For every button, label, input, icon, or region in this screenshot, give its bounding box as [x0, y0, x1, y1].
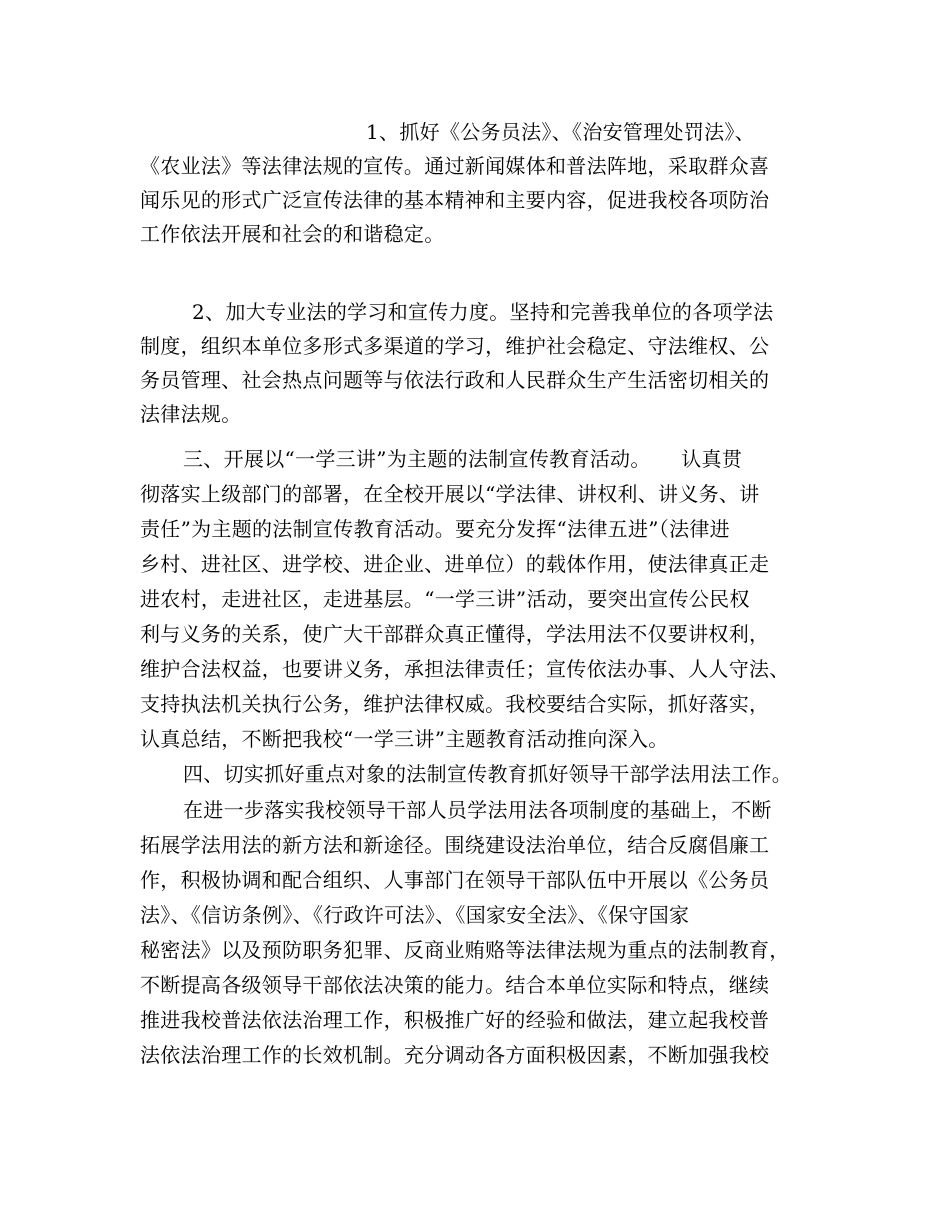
- paragraph-3-line-8: 支持执法机关执行公务，维护法律权威。我校要结合实际，抓好落实，: [140, 692, 770, 716]
- paragraph-1-line-2: 《农业法》等法律法规的宣传。通过新闻媒体和普法阵地，采取群众喜: [140, 154, 770, 178]
- paragraph-2-line-3: 务员管理、社会热点问题等与依法行政和人民群众生产生活密切相关的: [140, 368, 770, 392]
- paragraph-2-line-1: 2、加大专业法的学习和宣传力度。坚持和完善我单位的各项学法: [192, 300, 774, 324]
- paragraph-5-line-8: 法依法治理工作的长效机制。充分调动各方面积极因素，不断加强我校: [140, 1043, 770, 1067]
- paragraph-5-line-1: 在进一步落实我校领导干部人员学法用法各项制度的基础上，不断: [183, 798, 772, 822]
- paragraph-3-line-3: 责任”为主题的法制宣传教育活动。要充分发挥“法律五进”（法律进: [140, 517, 730, 541]
- paragraph-5-line-4: 法》、《信访条例》、《行政许可法》、《国家安全法》、《保守国家: [140, 903, 690, 927]
- paragraph-2-line-2: 制度，组织本单位多形式多渠道的学习，维护社会稳定、守法维权、公: [140, 334, 770, 358]
- paragraph-5-line-2: 拓展学法用法的新方法和新途径。围绕建设法治单位，结合反腐倡廉工: [140, 833, 770, 857]
- paragraph-1-line-1: 1、抓好《公务员法》、《治安管理处罚法》、: [366, 120, 756, 144]
- paragraph-3-line-4: 乡村、进社区、进学校、进企业、进单位）的载体作用，使法律真正走: [140, 552, 770, 576]
- paragraph-3-line-5: 进农村，走进社区，走进基层。“一学三讲”活动，要突出宣传公民权: [140, 587, 750, 611]
- paragraph-3-line-1: 三、开展以“一学三讲”为主题的法制宣传教育活动。 认真贯: [183, 447, 743, 471]
- paragraph-5-line-7: 推进我校普法依法治理工作，积极推广好的经验和做法，建立起我校普: [140, 1008, 770, 1032]
- paragraph-1-line-3: 闻乐见的形式广泛宣传法律的基本精神和主要内容，促进我校各项防治: [140, 188, 770, 212]
- paragraph-3-line-6: 利与义务的关系，使广大干部群众真正懂得，学法用法不仅要讲权利，: [140, 622, 770, 646]
- paragraph-4-line-1: 四、切实抓好重点对象的法制宣传教育抓好领导干部学法用法工作。: [183, 762, 792, 786]
- paragraph-3-line-9: 认真总结，不断把我校“一学三讲”主题教育活动推向深入。: [140, 727, 669, 751]
- paragraph-5-line-6: 不断提高各级领导干部依法决策的能力。结合本单位实际和特点，继续: [140, 973, 770, 997]
- paragraph-3-line-7: 维护合法权益，也要讲义务，承担法律责任；宣传依法办事、人人守法、: [140, 657, 790, 681]
- paragraph-1-line-4: 工作依法开展和社会的和谐稳定。: [140, 222, 445, 246]
- paragraph-2-line-4: 法律法规。: [140, 402, 242, 426]
- paragraph-3-line-2: 彻落实上级部门的部署，在全校开展以“学法律、讲权利、讲义务、讲: [140, 482, 760, 506]
- paragraph-5-line-3: 作，积极协调和配合组织、人事部门在领导干部队伍中开展以《公务员: [140, 868, 770, 892]
- paragraph-5-line-5: 秘密法》以及预防职务犯罪、反商业贿赂等法律法规为重点的法制教育，: [140, 938, 790, 962]
